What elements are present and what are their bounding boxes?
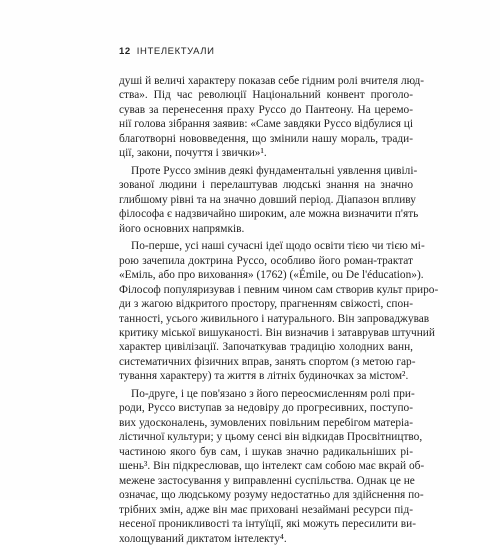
page-number: 12 — [119, 46, 131, 57]
section-title: ІНТЕЛЕКТУАЛИ — [136, 46, 215, 57]
text-line: нії голова зібрання заявив: «Саме завдяки Руссо відбулися ці — [119, 118, 414, 131]
text-line: лістичної культури; у цьому сенсі він відкидав Просвітництво, — [119, 431, 423, 444]
text-line: критику міської вишуканості. Він визначив і затаврував штучний — [119, 326, 435, 339]
paragraph — [119, 164, 419, 236]
text-line: душі й величі характеру показав себе гідним ролі вчителя люд- — [119, 75, 425, 87]
text-line: вих удосконалень, зумовлених повільним перебігом матеріа- — [119, 416, 413, 429]
text-line: тування характеру) та життя в літніх будиночках за містом². — [119, 370, 409, 383]
text-line: трібних змін, адже він має приховані незаймані ресурси під- — [119, 503, 413, 516]
text-line: глибшому рівні та на значно довший період. Діапазон впливу — [119, 193, 416, 206]
text-line: його основних напрямків. — [119, 222, 245, 235]
text-line: Філософ популяризував і певним чином сам створив культ приро- — [119, 283, 439, 296]
text-line: характер цивілізації. Започаткував традицію холодних ванн, — [119, 341, 413, 354]
paragraph — [119, 239, 439, 384]
text-line: ства». Під час революції Національний конвент проголо- — [119, 89, 413, 102]
text-line: «Еміль, або про виховання» (1762) («Émile, ou De l'éducation»). — [119, 269, 424, 282]
text-line: ди з жагою відкритого простору, прагненням свіжості, спон- — [119, 298, 413, 311]
paragraph — [119, 387, 425, 546]
text-line: По-друге, і це пов'язано з його переосмисленням ролі при- — [131, 387, 415, 400]
text-line: Проте Руссо змінив деякі фундаментальні уявлення цивілі- — [131, 164, 418, 177]
text-line: ції, закони, почуття і звички»¹. — [119, 147, 267, 160]
text-line: зованої людини і перелаштував людські знання на значно — [119, 179, 413, 192]
running-head — [119, 46, 215, 57]
text-line: холощуваний диктатом інтелекту⁴. — [119, 532, 287, 545]
text-line: шень³. Він підкреслював, що інтелект сам собою має вкрай об- — [119, 460, 425, 473]
text-line: рою зачепила доктрина Руссо, особливо його роман-трактат — [119, 254, 413, 267]
text-line: роди, Руссо виступав за недовіру до прогресивних, поступо- — [119, 402, 413, 415]
text-line: По-перше, усі наші сучасні ідеї щодо освіти тією чи тією мі- — [131, 240, 425, 253]
paragraph — [119, 74, 425, 161]
text-line: несеної проникливості та інтуїції, які можуть пересилити ви- — [119, 518, 416, 531]
text-line: означає, що людському розуму недостатньо для здійснення по- — [119, 489, 424, 502]
body-text — [119, 74, 439, 546]
text-line: систематичних фізичних вправ, занять спортом (з метою гар- — [119, 355, 416, 368]
text-line: межене застосування у виправленні суспільства. Однак це не — [119, 474, 415, 487]
text-line: частиною якого був сам, і шукав значно радикальніших рі- — [119, 445, 413, 458]
text-line: сував за перенесення праху Руссо до Пантеону. На церемо- — [119, 103, 413, 116]
text-line: філософа є надзвичайно широким, але можна визначити п'ять — [119, 208, 419, 221]
text-line: благотворні нововведення, що змінили нашу мораль, тради- — [119, 132, 413, 145]
text-line: танності, усього живильного і натурального. Він запроваджував — [119, 312, 430, 325]
